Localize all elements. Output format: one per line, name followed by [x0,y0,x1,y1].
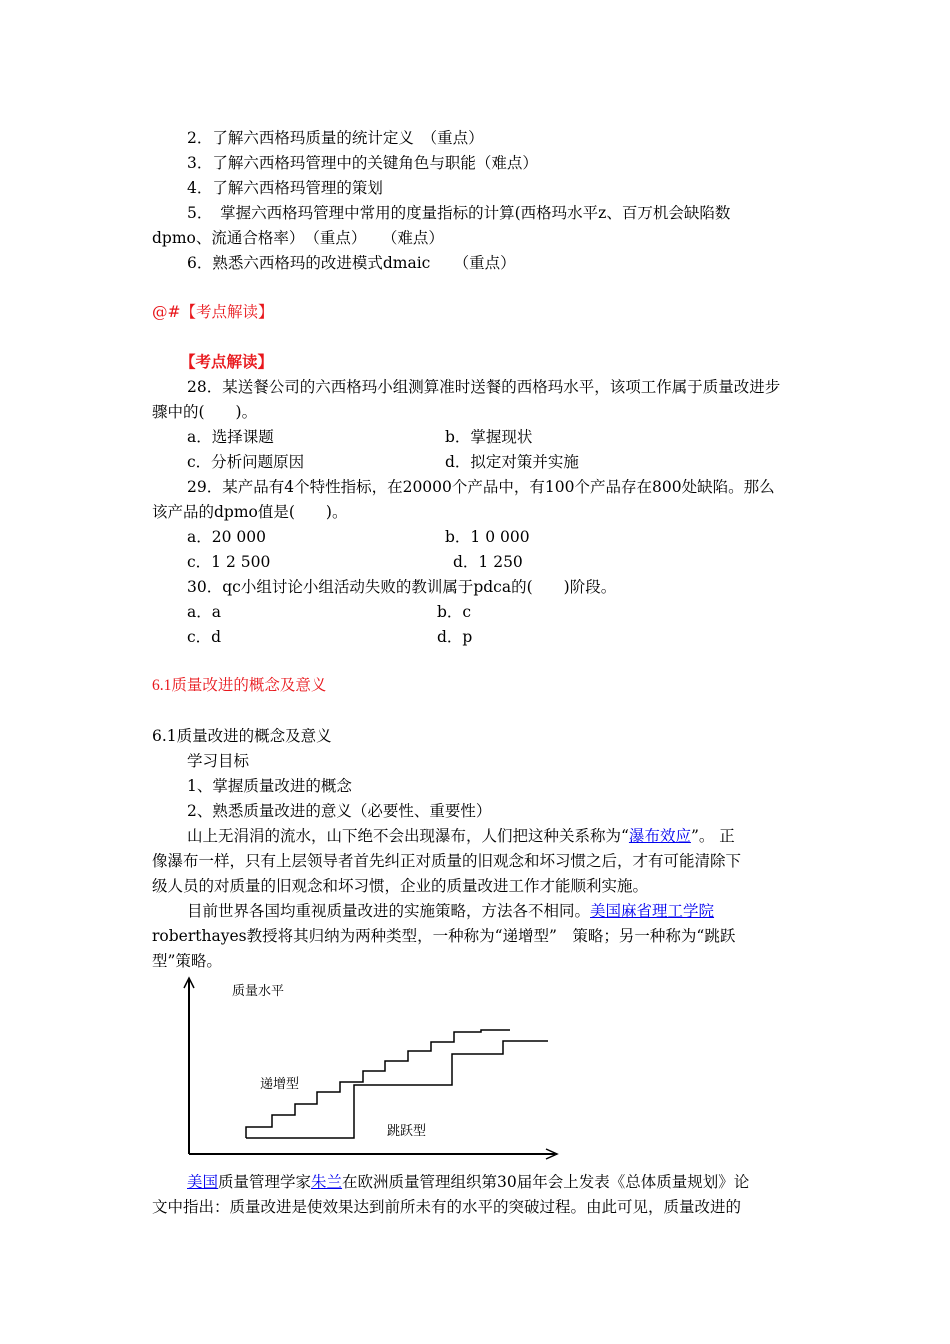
quality-strategy-figure [180,972,560,1162]
question-30-option-c: c．d [187,628,222,646]
paragraph-text: ”。 正 [690,827,735,845]
quality-strategy-svg [180,972,560,1162]
question-29-option-d: d．1 250 [453,553,523,571]
objective-item-3: 3．了解六西格玛管理中的关键角色与职能（难点） [187,154,538,172]
learning-goal-2: 2、熟悉质量改进的意义（必要性、重要性） [187,802,492,820]
learning-goals-label: 学习目标 [187,752,250,770]
paragraph-waterfall-line-3: 级人员的对质量的旧观念和坏习惯，企业的质量改进工作才能顺利实施。 [152,877,649,895]
paragraph-text: 质量管理学家 [218,1173,312,1191]
section-marker: @#【考点解读】 [152,303,274,321]
paragraph-juran-line-2: 文中指出：质量改进是使效果达到前所未有的水平的突破过程。由此可见，质量改进的 [152,1198,742,1216]
red-section-title: 6.1质量改进的概念及意义 [152,677,327,694]
question-28-option-a: a．选择课题 [187,428,274,446]
paragraph-strategy-line-3: 型”策略。 [152,952,222,970]
question-29-option-a: a．20 000 [187,528,266,546]
question-28-option-b: b．掌握现状 [445,428,533,446]
y-axis-label: 质量水平 [232,984,285,999]
question-30-stem: 30．qc小组讨论小组活动失败的教训属于pdca的( )阶段。 [187,578,617,596]
paragraph-waterfall-line-1 [187,825,735,847]
question-28-option-c: c．分析问题原因 [187,453,305,471]
question-28-stem-continued: 骤中的( )。 [152,403,258,421]
waterfall-effect-link[interactable]: 瀑布效应 [628,827,691,845]
juran-link[interactable]: 朱兰 [311,1173,343,1191]
question-29-option-c: c．1 2 500 [187,553,271,571]
paragraph-text: 山上无涓涓的流水，山下绝不会出现瀑布，人们把这种关系称为“ [187,827,629,845]
paragraph-strategy-line-2: roberthayes教授将其归纳为两种类型，一种称为“递增型” 策略；另一种称为“跳跃 [152,927,736,945]
question-28-stem: 28．某送餐公司的六西格玛小组测算准时送餐的西格玛水平，该项工作属于质量改进步 [187,378,781,396]
question-29-option-b: b．1 0 000 [445,528,530,546]
objective-item-6: 6．熟悉六西格玛的改进模式dmaic （重点） [187,254,516,272]
section-title: 6.1质量改进的概念及意义 [152,727,332,745]
incremental-label: 递增型 [260,1077,300,1092]
paragraph-strategy-line-1 [187,900,714,922]
leap-label: 跳跃型 [387,1124,427,1139]
paragraph-text: 目前世界各国均重视质量改进的实施策略，方法各不相同。 [187,902,591,920]
objective-item-5-continued: dpmo、流通合格率） （重点） （难点） [152,229,444,247]
mit-link[interactable]: 美国麻省理工学院 [590,902,715,920]
question-29-stem: 29．某产品有4个特性指标，在20000个产品中，有100个产品存在800处缺陷。那么 [187,478,775,496]
objective-item-4: 4．了解六西格玛管理的策划 [187,179,383,197]
objective-item-5: 5． 掌握六西格玛管理中常用的度量指标的计算(西格玛水平z、百万机会缺陷数 [187,204,731,222]
objective-item-2: 2．了解六西格玛质量的统计定义 （重点） [187,129,484,147]
question-30-option-d: d．p [437,628,473,646]
question-30-option-a: a．a [187,603,221,621]
paragraph-waterfall-line-2: 像瀑布一样，只有上层领导者首先纠正对质量的旧观念和坏习惯之后，才有可能清除下 [152,852,742,870]
paragraph-text: 在欧洲质量管理组织第30届年会上发表《总体质量规划》论 [342,1173,750,1191]
question-29-stem-continued: 该产品的dpmo值是( )。 [152,503,348,521]
analysis-heading: 【考点解读】 [180,352,274,371]
question-30-option-b: b．c [437,603,472,621]
usa-link[interactable]: 美国 [187,1173,219,1191]
question-28-option-d: d．拟定对策并实施 [445,453,579,471]
learning-goal-1: 1、掌握质量改进的概念 [187,777,352,795]
paragraph-juran-line-1 [187,1171,749,1193]
